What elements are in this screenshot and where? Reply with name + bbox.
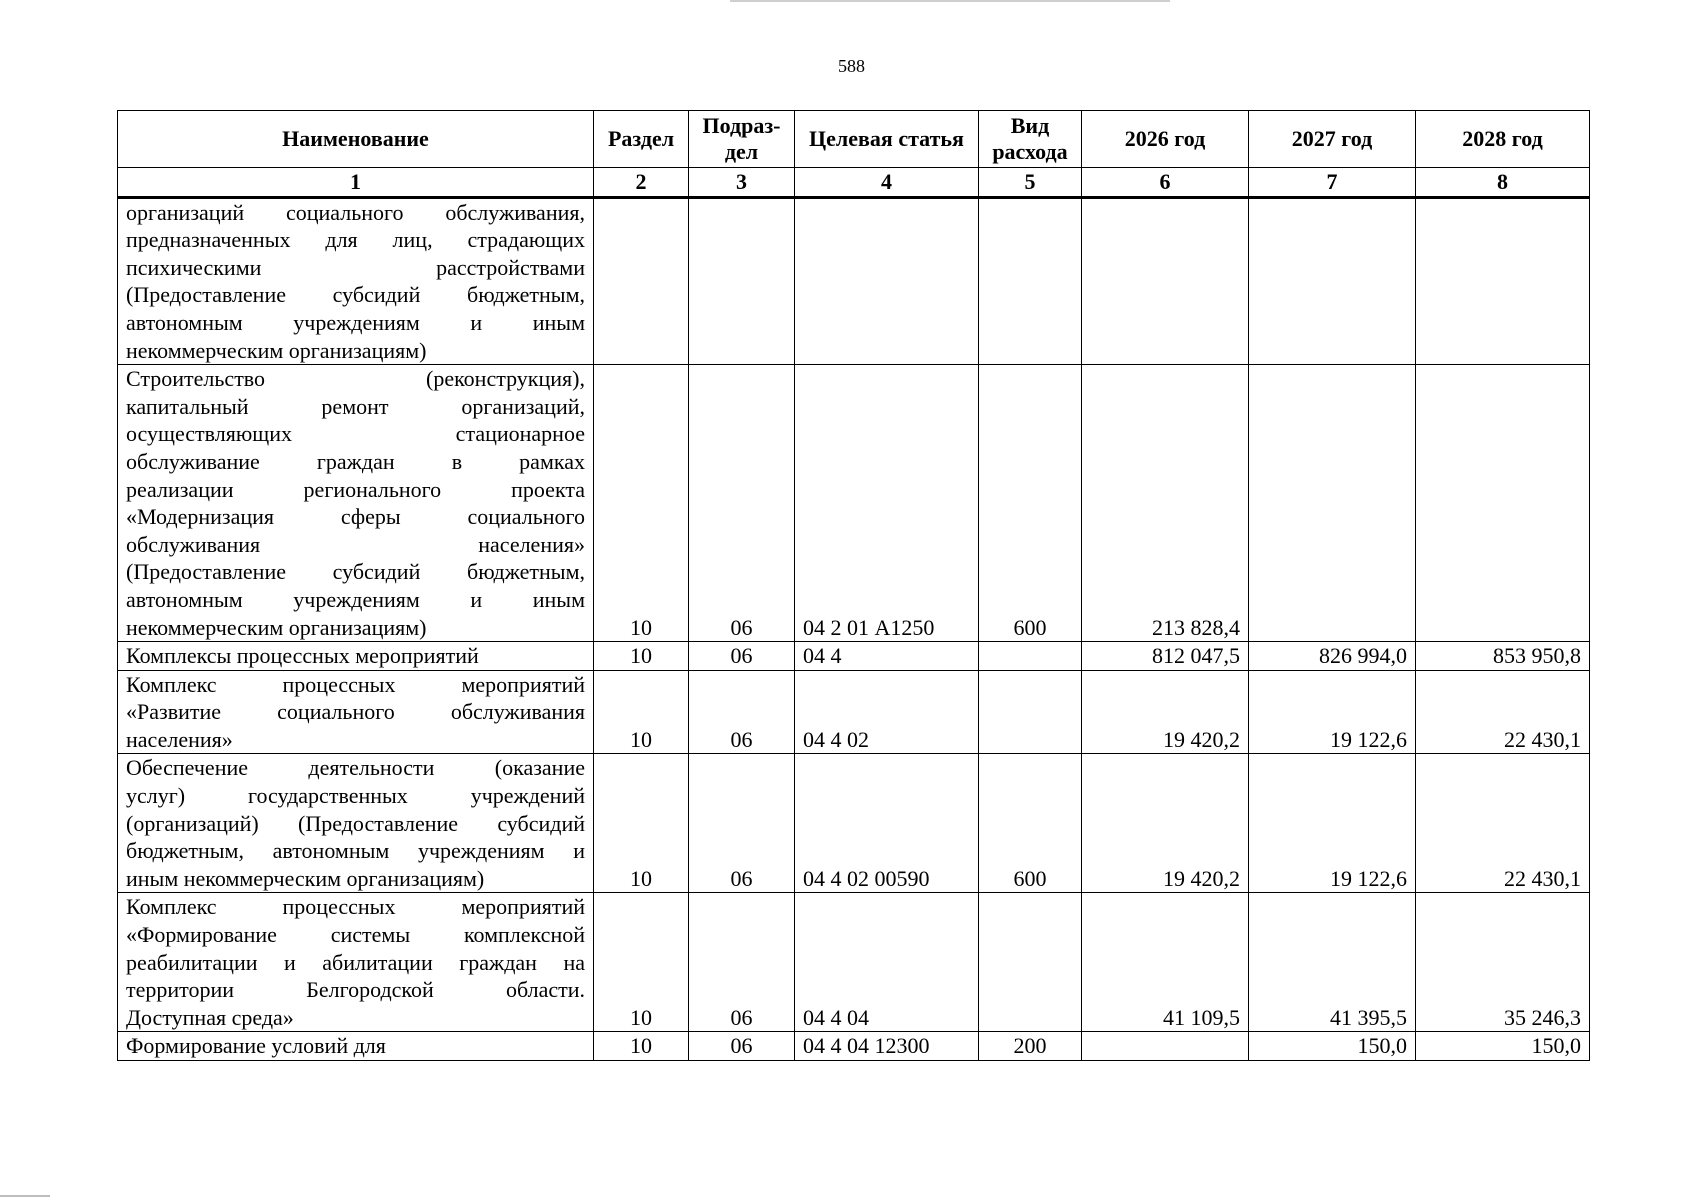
cell-2028: 853 950,8 [1416,642,1590,671]
cell-tselevaya: 04 4 02 [795,670,979,754]
name-line: предназначенных для лиц, страдающих [126,227,585,253]
cell-tselevaya: 04 4 04 [795,893,979,1032]
name-line: Строительство (реконструкция), [126,366,585,392]
name-line: Формирование условий для [126,1033,386,1059]
name-line: бюджетным, автономным учреждениям и [126,838,585,864]
name-line: (организаций) (Предоставление субсидий [126,810,585,836]
cell-podrazdel: 06 [689,1032,795,1061]
cell-razdel [594,197,689,365]
cell-2028: 35 246,3 [1416,893,1590,1032]
cell-name [118,197,594,365]
name-line: реализации регионального проекта [126,476,585,502]
cell-2027: 826 994,0 [1249,642,1416,671]
cell-2027 [1249,197,1416,365]
table-body [118,197,1590,1060]
cell-vid [979,642,1082,671]
cell-2027 [1249,365,1416,642]
header-tselevaya: Целевая статья [795,111,979,168]
cell-razdel: 10 [594,893,689,1032]
cell-razdel: 10 [594,1032,689,1061]
cell-podrazdel: 06 [689,893,795,1032]
cell-2027: 19 122,6 [1249,670,1416,754]
column-number: 2 [594,168,689,198]
scan-artifact-top [730,0,1170,2]
cell-name [118,365,594,642]
header-vid: Вид расхода [979,111,1082,168]
name-line: автономным учреждениям и иным [126,586,585,612]
name-line: (Предоставление субсидий бюджетным, [126,559,585,585]
cell-vid [979,670,1082,754]
cell-podrazdel: 06 [689,365,795,642]
cell-2027: 150,0 [1249,1032,1416,1061]
name-line: автономным учреждениям и иным [126,309,585,335]
page-number: 588 [838,56,865,76]
cell-vid: 600 [979,754,1082,893]
name-line: (Предоставление субсидий бюджетным, [126,282,585,308]
column-number: 6 [1082,168,1249,198]
name-line: организаций социального обслуживания, [126,199,585,225]
cell-2026: 19 420,2 [1082,670,1249,754]
name-line: населения» [126,726,233,752]
table-row [118,197,1590,365]
cell-2026 [1082,1032,1249,1061]
cell-tselevaya [795,197,979,365]
name-line: психическими расстройствами [126,254,585,280]
scan-artifact-left [0,1195,50,1197]
header-2026: 2026 год [1082,111,1249,168]
name-line: реабилитации и абилитации граждан на [126,949,585,975]
cell-podrazdel: 06 [689,642,795,671]
cell-2027: 41 395,5 [1249,893,1416,1032]
name-line: «Развитие социального обслуживания [126,699,585,725]
cell-name [118,642,594,671]
column-number-row [118,168,1590,198]
cell-name [118,893,594,1032]
budget-table [117,110,1590,1061]
cell-name [118,1032,594,1061]
cell-podrazdel: 06 [689,754,795,893]
name-line: Доступная среда» [126,1004,294,1030]
name-line: осуществляющих стационарное [126,421,585,447]
cell-vid: 600 [979,365,1082,642]
cell-podrazdel [689,197,795,365]
table-row [118,893,1590,1032]
cell-tselevaya: 04 2 01 А1250 [795,365,979,642]
header-name: Наименование [118,111,594,168]
cell-name [118,754,594,893]
table-row [118,670,1590,754]
name-line: Комплексы процессных мероприятий [126,643,479,669]
header-razdel: Раздел [594,111,689,168]
cell-podrazdel: 06 [689,670,795,754]
name-line: Комплекс процессных мероприятий [126,894,585,920]
cell-2028 [1416,365,1590,642]
name-line: обслуживания населения» [126,531,585,557]
name-line: территории Белгородской области. [126,977,585,1003]
table-row [118,1032,1590,1061]
column-number: 4 [795,168,979,198]
table-row [118,642,1590,671]
name-line: «Модернизация сферы социального [126,504,585,530]
column-number: 3 [689,168,795,198]
cell-tselevaya: 04 4 [795,642,979,671]
name-line: услуг) государственных учреждений [126,783,585,809]
name-line: Комплекс процессных мероприятий [126,671,585,697]
cell-tselevaya: 04 4 04 12300 [795,1032,979,1061]
name-line: некоммерческим организациям) [126,614,427,640]
cell-razdel: 10 [594,365,689,642]
cell-vid [979,197,1082,365]
cell-2027: 19 122,6 [1249,754,1416,893]
cell-2026: 41 109,5 [1082,893,1249,1032]
name-line: некоммерческим организациям) [126,337,427,363]
cell-2026: 213 828,4 [1082,365,1249,642]
name-line: Обеспечение деятельности (оказание [126,755,585,781]
column-number: 7 [1249,168,1416,198]
column-number: 1 [118,168,594,198]
cell-2028 [1416,197,1590,365]
cell-2026 [1082,197,1249,365]
cell-tselevaya: 04 4 02 00590 [795,754,979,893]
name-line: иным некоммерческим организациям) [126,865,485,891]
cell-razdel: 10 [594,642,689,671]
cell-vid [979,893,1082,1032]
cell-2026: 19 420,2 [1082,754,1249,893]
cell-razdel: 10 [594,670,689,754]
header-2028: 2028 год [1416,111,1590,168]
cell-name [118,670,594,754]
header-podrazdel: Подраз-дел [689,111,795,168]
table-row [118,365,1590,642]
header-2027: 2027 год [1249,111,1416,168]
cell-2028: 22 430,1 [1416,670,1590,754]
name-line: «Формирование системы комплексной [126,922,585,948]
cell-vid: 200 [979,1032,1082,1061]
column-number: 8 [1416,168,1590,198]
cell-razdel: 10 [594,754,689,893]
table-row [118,754,1590,893]
cell-2026: 812 047,5 [1082,642,1249,671]
cell-2028: 22 430,1 [1416,754,1590,893]
name-line: капитальный ремонт организаций, [126,393,585,419]
cell-2028: 150,0 [1416,1032,1590,1061]
column-number: 5 [979,168,1082,198]
table-header-row [118,111,1590,168]
name-line: обслуживание граждан в рамках [126,448,585,474]
